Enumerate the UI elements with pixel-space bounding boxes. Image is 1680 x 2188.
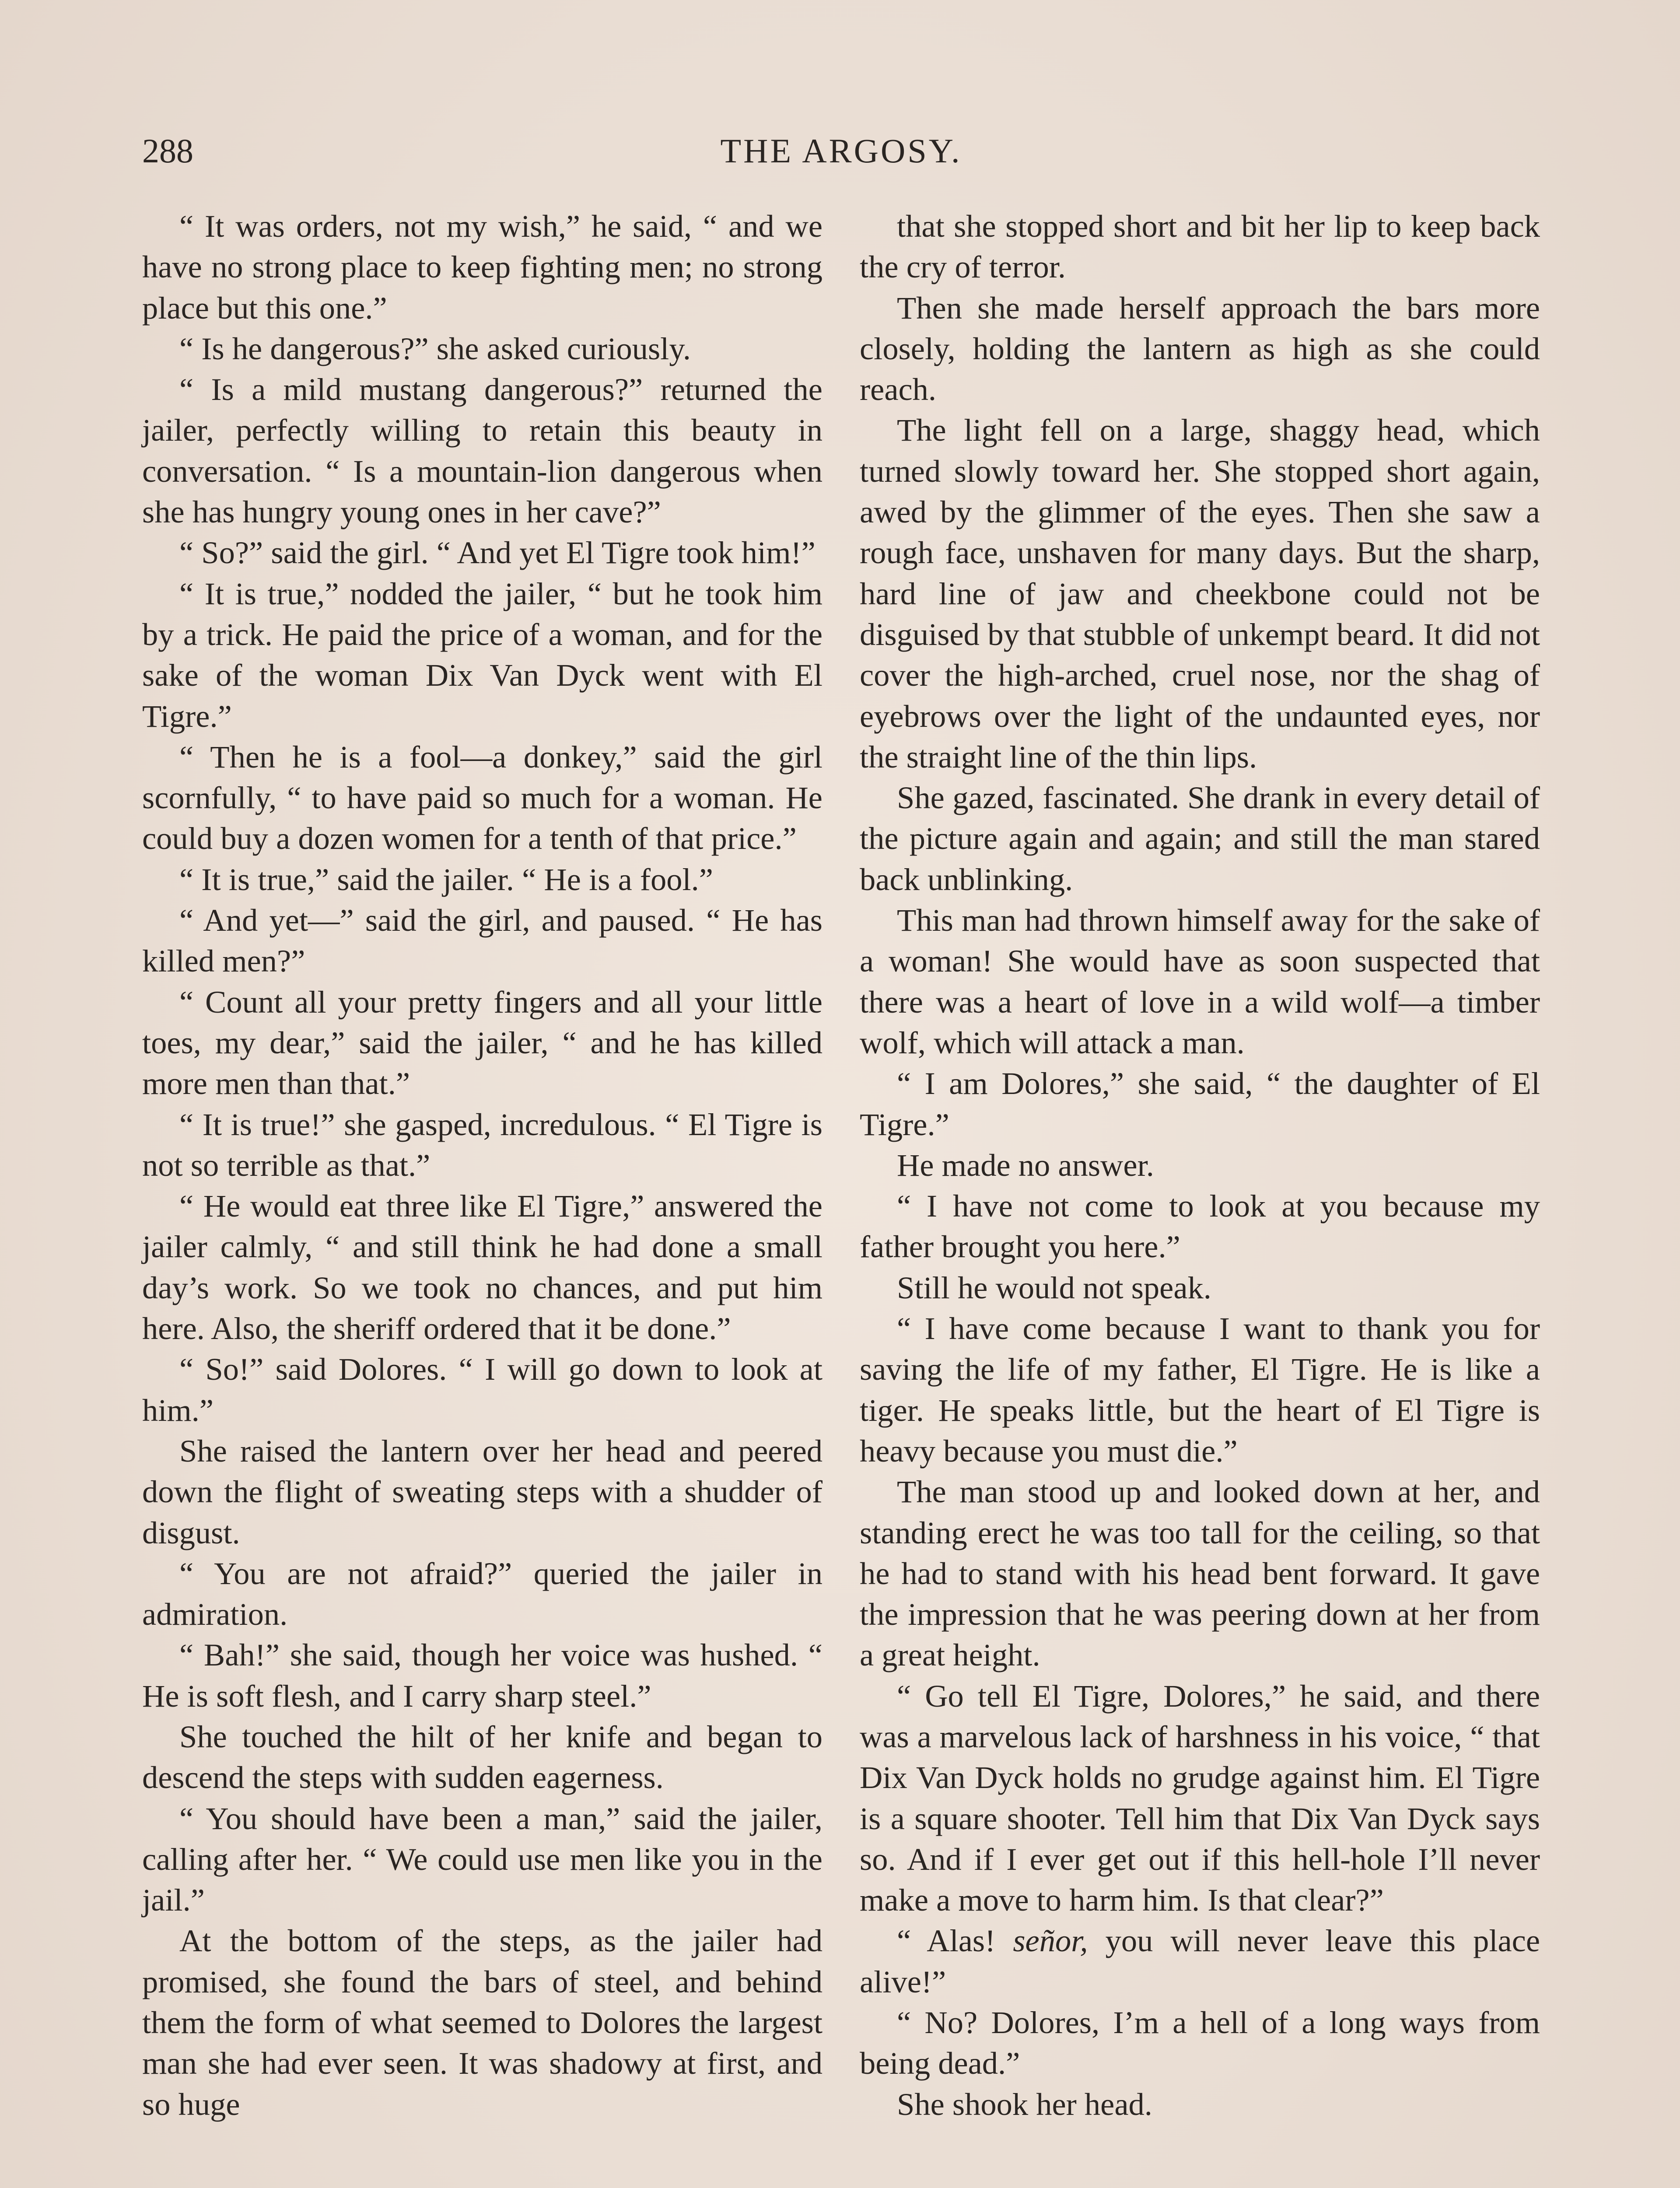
paragraph: “ It was orders, not my wish,” he said, “ and we have no strong place to keep fighting men; no strong place but this one.”: [142, 208, 822, 326]
page-header: [142, 127, 1540, 175]
right-column: [860, 206, 1540, 2125]
paragraph: “ No? Dolores, I’m a hell of a long ways from being dead.”: [860, 2005, 1540, 2081]
paragraph: “ I have not come to look at you because my father brought you here.”: [860, 1188, 1540, 1265]
paragraph: “ It is true,” said the jailer. “ He is a fool.”: [179, 861, 713, 897]
paragraph: “ Count all your pretty fingers and all your little toes, my dear,” said the jailer, “ and he has killed more men than that.”: [142, 984, 822, 1101]
paragraph: “ It is true,” nodded the jailer, “ but he took him by a trick. He paid the price of a woman, and for the sake of the woman Dix Van Dyck went with El Tigre.”: [142, 575, 822, 734]
paragraph: “ Alas! señor, you will never leave this place alive!”: [860, 1923, 1540, 1999]
paragraph: Then she made herself approach the bars more closely, holding the lantern as high as she could reach.: [860, 290, 1540, 407]
paragraph: This man had thrown himself away for the sake of a woman! She would have as soon suspected that there was a heart of love in a wild wolf—a timber wolf, which will attack a man.: [860, 902, 1540, 1060]
paragraph: She shook her head.: [897, 2086, 1152, 2122]
running-title: THE ARGOSY.: [720, 132, 962, 170]
paragraph: He made no answer.: [897, 1147, 1154, 1183]
paragraph: She raised the lantern over her head and peered down the flight of sweating steps with a shudder of disgust.: [142, 1433, 822, 1550]
paragraph: “ You should have been a man,” said the jailer, calling after her. “ We could use men like you in the jail.”: [142, 1800, 822, 1918]
paragraph: “ Is a mild mustang dangerous?” returned the jailer, perfectly willing to retain this beauty in conversation. “ Is a mountain-lion dangerous when she has hungry young ones in her cave?”: [142, 372, 822, 530]
paragraph: “ I am Dolores,” she said, “ the daughter of El Tigre.”: [860, 1066, 1540, 1142]
paragraph: “ It is true!” she gasped, incredulous. “ El Tigre is not so terrible as that.”: [142, 1106, 822, 1183]
paragraph: The man stood up and looked down at her, and standing erect he was too tall for the ceiling, so that he had to stand with his head bent forward. It gave the impression that he was peering down at her from a great height.: [860, 1474, 1540, 1673]
paragraph: The light fell on a large, shaggy head, which turned slowly toward her. She stopped short again, awed by the glimmer of the eyes. Then she saw a rough face, unshaven for many days. But the sharp, hard line of jaw and cheekbone could not be disguised by that stubble of unkempt beard. It did not cover the high-arched, cruel nose, nor the shag of eyebrows over the light of the undaunted eyes, nor the straight line of the thin lips.: [860, 412, 1540, 775]
paragraph: “ You are not afraid?” queried the jailer in admiration.: [142, 1555, 822, 1632]
paragraph: She touched the hilt of her knife and began to descend the steps with sudden eagerness.: [142, 1718, 822, 1795]
paragraph: “ So!” said Dolores. “ I will go down to look at him.”: [142, 1351, 822, 1428]
paragraph: “ Bah!” she said, though her voice was hushed. “ He is soft flesh, and I carry sharp steel.”: [142, 1637, 822, 1714]
paragraph: She gazed, fascinated. She drank in every detail of the picture again and again; and still the man stared back unblinking.: [860, 780, 1540, 897]
paragraph: “ So?” said the girl. “ And yet El Tigre took him!”: [179, 535, 816, 571]
paragraph: “ I have come because I want to thank you for saving the life of my father, El Tigre. He is like a tiger. He speaks little, but the heart of El Tigre is heavy because you must die.”: [860, 1311, 1540, 1469]
paragraph: that she stopped short and bit her lip to keep back the cry of terror.: [860, 208, 1540, 285]
left-column: [142, 206, 822, 2125]
paragraph: “ Go tell El Tigre, Dolores,” he said, and there was a marvelous lack of harshness in his voice, “ that Dix Van Dyck holds no grudge against him. El Tigre is a square shooter. Tell him that Dix Van Dyck says so. And if I ever get out if this hell-hole I’ll never make a move to harm him. Is that clear?”: [860, 1678, 1540, 1918]
paragraph: “ Is he dangerous?” she asked curiously.: [179, 330, 691, 366]
paragraph: Still he would not speak.: [897, 1269, 1211, 1305]
paragraph: At the bottom of the steps, as the jailer had promised, she found the bars of steel, and behind them the form of what seemed to Dolores the largest man she had ever seen. It was shadowy at first, and so huge: [142, 1923, 822, 2122]
paragraph: “ And yet—” said the girl, and paused. “ He has killed men?”: [142, 902, 822, 979]
page-number: 288: [142, 132, 193, 170]
paragraph: “ Then he is a fool—a donkey,” said the girl scornfully, “ to have paid so much for a woman. He could buy a dozen women for a tenth of that price.”: [142, 739, 822, 856]
paragraph: “ He would eat three like El Tigre,” answered the jailer calmly, “ and still think he had done a small day’s work. So we took no chances, and put him here. Also, the sheriff ordered that it be done.”: [142, 1188, 822, 1346]
